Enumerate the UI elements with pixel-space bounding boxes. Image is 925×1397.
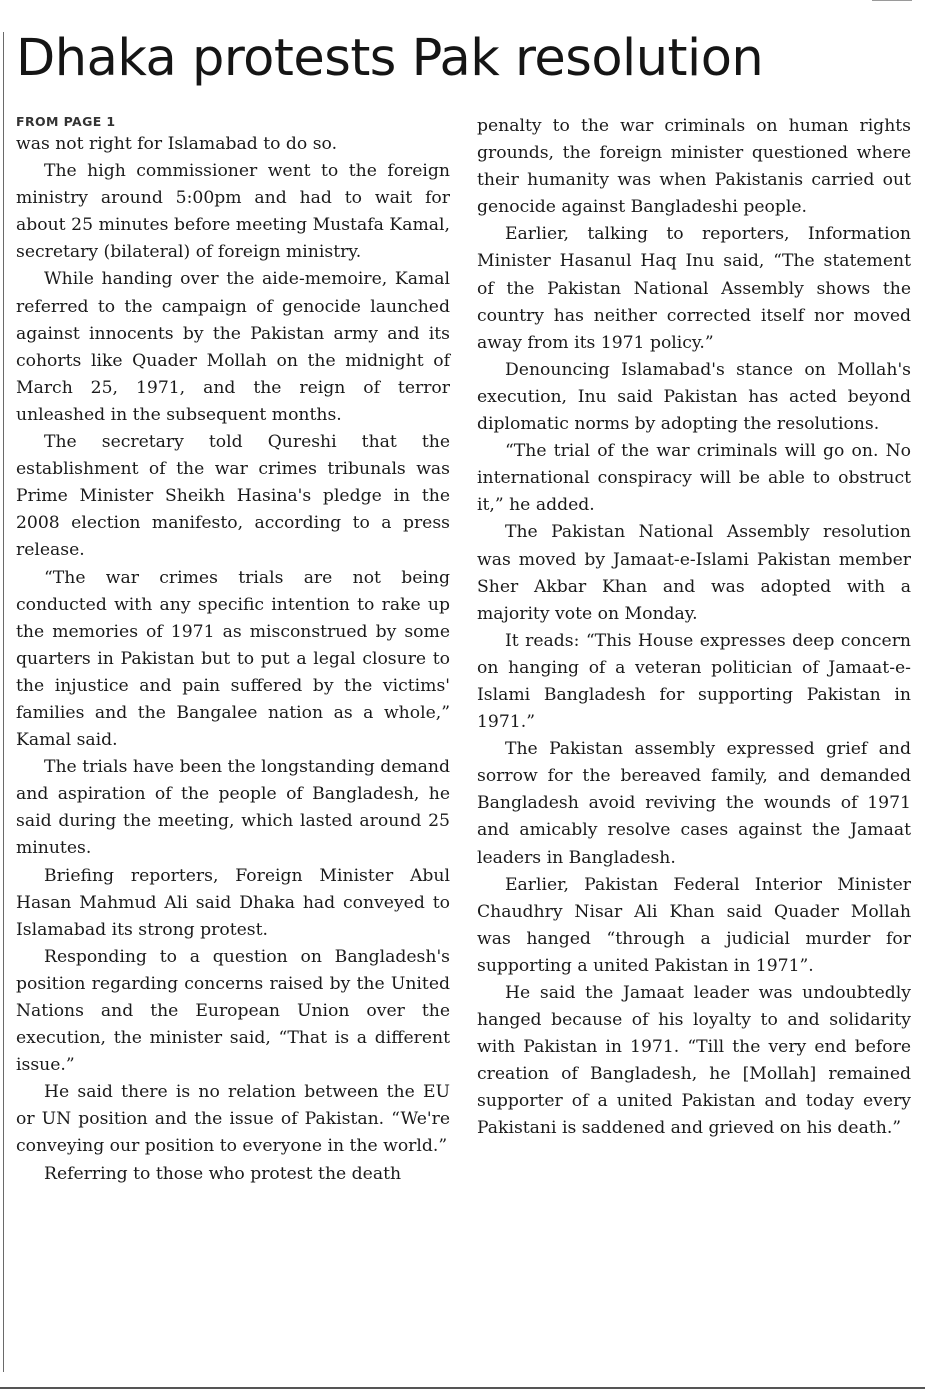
paragraph: While handing over the aide-memoire, Kamal referred to the campaign of genocide launched against innocents by the Pakistan army and its cohorts like Quader Mollah on the midnight of March 25, 1971, and the reign of terror unleashed in the subsequent months.	[16, 269, 450, 425]
left-column-rule	[3, 32, 4, 1372]
paragraph: Earlier, Pakistan Federal Interior Minister Chaudhry Nisar Ali Khan said Quader Mollah was hanged “through a judicial murder for supporting a united Pakistan in 1971”.	[477, 874, 911, 976]
headline: Dhaka protests Pak resolution	[16, 29, 764, 88]
paragraph: The high commissioner went to the foreign ministry around 5:00pm and had to wait for about 25 minutes before meeting Mustafa Kamal, secretary (bilateral) of foreign ministry.	[16, 161, 450, 263]
paragraph: Referring to those who protest the death	[44, 1163, 402, 1184]
paragraph: Earlier, talking to reporters, Information Minister Hasanul Haq Inu said, “The statement of the Pakistan National Assembly shows the country has neither corrected itself nor moved away from its 1971 policy.”	[477, 224, 911, 353]
continuation-kicker: FROM PAGE 1	[16, 114, 116, 129]
paragraph: He said there is no relation between the EU or UN position and the issue of Pakistan. “We're conveying our position to everyone in the world.”	[16, 1082, 450, 1157]
paragraph: penalty to the war criminals on human rights grounds, the foreign minister questioned where their humanity was when Pakistanis carried out genocide against Bangladeshi people.	[477, 116, 911, 218]
paragraph: It reads: “This House expresses deep concern on hanging of a veteran politician of Jamaat-e-Islami Bangladesh for supporting Pakistan in 1971.”	[477, 630, 911, 733]
paragraph: Denouncing Islamabad's stance on Mollah's execution, Inu said Pakistan has acted beyond diplomatic norms by adopting the resolutions.	[477, 359, 911, 435]
top-edge-mark	[872, 0, 912, 1]
right-column	[477, 113, 911, 1143]
paragraph: “The trial of the war criminals will go on. No international conspiracy will be able to obstruct it,” he added.	[477, 441, 911, 516]
paragraph: The secretary told Qureshi that the establishment of the war crimes tribunals was Prime Minister Sheikh Hasina's pledge in the 2008 election manifesto, according to a press release.	[16, 432, 450, 561]
bottom-rule	[0, 1387, 925, 1389]
paragraph: Responding to a question on Bangladesh's position regarding concerns raised by the United Nations and the European Union over the execution, the minister said, “That is a different issue.”	[16, 946, 450, 1076]
paragraph: He said the Jamaat leader was undoubtedly hanged because of his loyalty to and solidarity with Pakistan in 1971. “Till the very end before creation of Bangladesh, he [Mollah] remained supporter of a united Pakistan and today every Pakistani is saddened and grieved on his death.”	[477, 983, 911, 1139]
paragraph: The Pakistan National Assembly resolution was moved by Jamaat-e-Islami Pakistan member Sher Akbar Khan and was adopted with a majority vote on Monday.	[477, 522, 911, 624]
paragraph: was not right for Islamabad to do so.	[16, 134, 338, 154]
paragraph: Briefing reporters, Foreign Minister Abul Hasan Mahmud Ali said Dhaka had conveyed to Islamabad its strong protest.	[16, 865, 450, 940]
left-column	[16, 113, 450, 1188]
paragraph: The trials have been the longstanding demand and aspiration of the people of Bangladesh, he said during the meeting, which lasted around 25 minutes.	[16, 757, 450, 859]
paragraph: “The war crimes trials are not being conducted with any specific intention to rake up the memories of 1971 as misconstrued by some quarters in Pakistan but to put a legal closure to the injustice and pain suffered by the victims' families and the Bangalee nation as a whole,” Kamal said.	[16, 567, 450, 751]
paragraph: The Pakistan assembly expressed grief and sorrow for the bereaved family, and demanded Bangladesh avoid reviving the wounds of 1971 and amicably resolve cases against the Jamaat leaders in Bangladesh.	[477, 739, 911, 868]
